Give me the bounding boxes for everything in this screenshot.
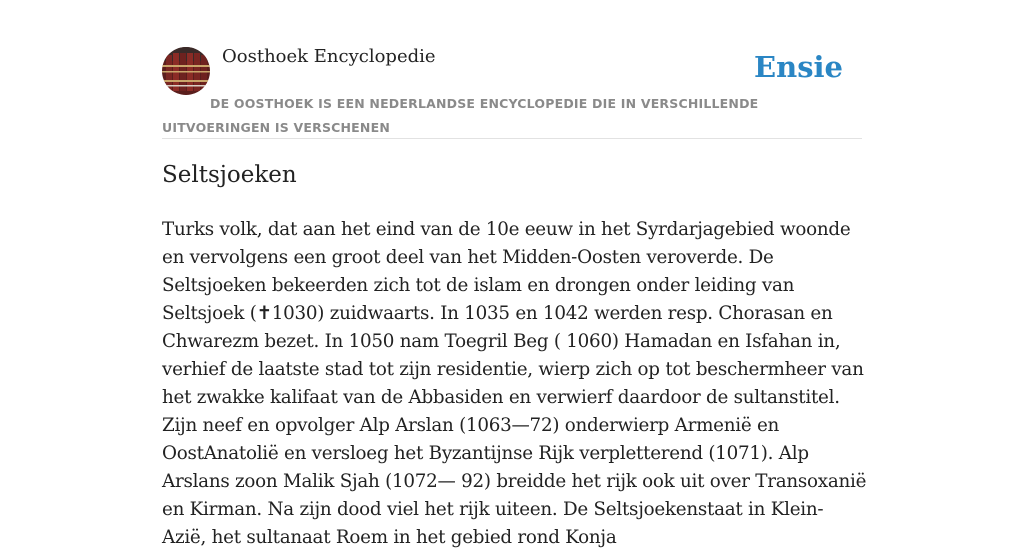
header-divider bbox=[162, 138, 862, 139]
article-title: Seltsjoeken bbox=[162, 162, 297, 188]
ensie-logo-link[interactable]: Ensie bbox=[754, 50, 843, 84]
book-spines-icon bbox=[162, 47, 210, 95]
article-body: Turks volk, dat aan het eind van de 10e eeuw in het Syrdarjagebied woonde en vervolgens een groot deel van het Midden-Oosten veroverde. De Seltsjoeken bekeerden zich tot de islam en drongen onder leiding van Seltsjoek (✝1030) zuidwaarts. In 1035 en 1042 werden resp. Chorasan en Chwarezm bezet. In 1050 nam Toegril Beg ( 1060) Hamadan en Isfahan in, verhief de laatste stad tot zijn residentie, wierp zich op tot beschermheer van het zwakke kalifaat van de Abbasiden en verwierf daardoor de sultanstitel. Zijn neef en opvolger Alp Arslan (1063—72) onderwierp Armenië en OostAnatolië en versloeg het Byzantijnse Rijk verpletterend (1071). Alp Arslans zoon Malik Sjah (1072— 92) breidde het rijk ook uit over Transoxanië en Kirman. Na zijn dood viel het rijk uiteen. De Seltsjoekenstaat in Klein-Azië, het sultanaat Roem in het gebied rond Konja bbox=[162, 219, 867, 548]
site-avatar[interactable] bbox=[162, 47, 210, 95]
site-name-link[interactable]: Oosthoek Encyclopedie bbox=[222, 46, 436, 67]
site-tagline: DE OOSTHOEK IS EEN NEDERLANDSE ENCYCLOPEDIE DIE IN VERSCHILLENDE UITVOERINGEN IS VERSCHENEN bbox=[162, 96, 759, 135]
